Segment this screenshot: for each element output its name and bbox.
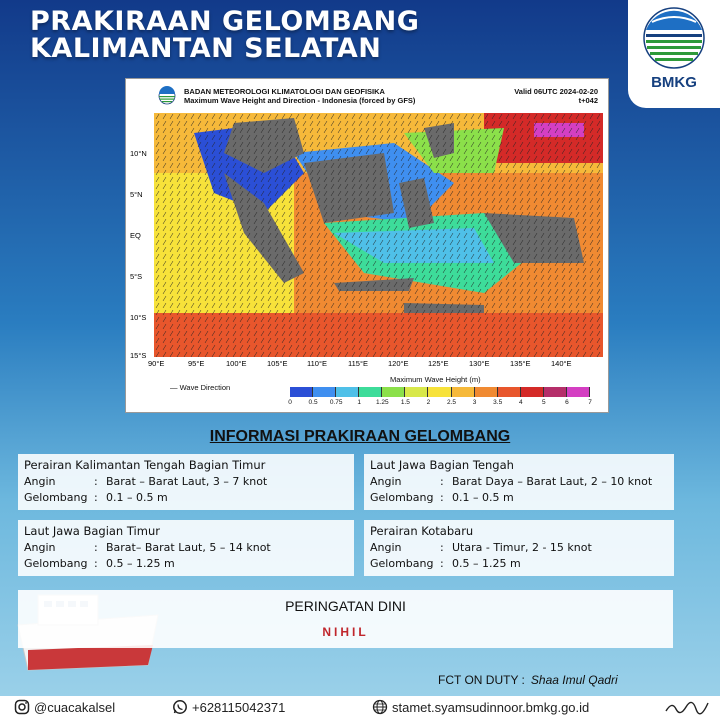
colorbar-tick-label: 3 [472, 399, 477, 406]
website-url: stamet.syamsudinnoor.bmkg.go.id [392, 700, 590, 715]
forecast-card-laut-jawa-tengah [364, 454, 674, 510]
wind-value: Barat – Barat Laut, 3 – 7 knot [106, 475, 268, 488]
lon-label-95e: 95°E [188, 359, 205, 368]
wave-label: Gelombang [24, 491, 88, 504]
wind-value: Barat– Barat Laut, 5 – 14 knot [106, 541, 271, 554]
colorbar-tick-label: 2.5 [447, 399, 457, 406]
colorbar-segment [382, 387, 405, 397]
colorbar-segment [475, 387, 498, 397]
signature-icon [664, 699, 710, 715]
colorbar-tick-label: 1.25 [375, 399, 389, 406]
colorbar-segment [567, 387, 590, 397]
card-title: Laut Jawa Bagian Tengah [370, 458, 514, 472]
colorbar-segment [290, 387, 313, 397]
colorbar-tick-label: 1.5 [400, 399, 410, 406]
colorbar-tick-label: 4 [518, 399, 523, 406]
footer-whatsapp[interactable] [172, 699, 285, 715]
colorbar-tick-label: 0 [288, 399, 292, 406]
wind-row: Angin : Barat Daya – Barat Laut, 2 – 10 knot [370, 475, 653, 488]
wind-label: Angin [24, 541, 56, 554]
whatsapp-icon [172, 699, 188, 715]
colorbar-segment [359, 387, 382, 397]
lat-label-10n: 10°N [130, 149, 147, 158]
warning-value: NIHIL [322, 625, 369, 639]
wave-map-panel [125, 78, 609, 413]
wave-row: Gelombang : 0.5 – 1.25 m [370, 557, 521, 570]
lon-label-115e: 115°E [348, 359, 368, 368]
colorbar-segment [428, 387, 451, 397]
globe-icon [372, 699, 388, 715]
map-lead: t+042 [578, 96, 598, 105]
map-header [184, 87, 415, 105]
lon-label-120e: 120°E [388, 359, 409, 368]
map-valid: Valid 06UTC 2024-02-20 [514, 87, 598, 96]
info-heading: INFORMASI PRAKIRAAN GELOMBANG [209, 428, 511, 445]
wave-direction-label: Wave Direction [179, 383, 231, 392]
colorbar-tick-label: 0.75 [329, 399, 343, 406]
instagram-handle: @cuacakalsel [34, 700, 116, 715]
colorbar-tick-label: 0.5 [308, 399, 318, 406]
wave-row: Gelombang : 0.1 – 0.5 m [370, 491, 514, 504]
footer-website[interactable] [372, 699, 589, 715]
wave-label: Gelombang [370, 491, 434, 504]
lat-label-15s: 15°S [130, 351, 147, 360]
lat-label-10s: 10°S [130, 313, 147, 322]
early-warning-panel [18, 590, 673, 648]
wind-row: Angin : Barat– Barat Laut, 5 – 14 knot [24, 541, 271, 554]
lon-label-135e: 135°E [510, 359, 531, 368]
duty-name: Shaa Imul Qadri [530, 673, 618, 687]
colorbar-segment [313, 387, 336, 397]
wind-row: Angin : Barat – Barat Laut, 3 – 7 knot [24, 475, 268, 488]
title-line-1: PRAKIRAAN GELOMBANG [30, 6, 420, 37]
wind-label: Angin [24, 475, 56, 488]
wind-label: Angin [370, 475, 402, 488]
forecast-card-kalteng-timur [18, 454, 354, 510]
bmkg-logo-text: BMKG [651, 74, 697, 91]
lon-label-140e: 140°E [551, 359, 572, 368]
colorbar [290, 387, 590, 397]
wave-value: 0.5 – 1.25 m [452, 557, 521, 570]
wave-direction-arrow-icon: — [170, 383, 180, 392]
colorbar-segment [498, 387, 521, 397]
poster-title [30, 8, 419, 62]
footer-contacts [0, 696, 720, 718]
colorbar-segment [521, 387, 544, 397]
lon-label-90e: 90°E [148, 359, 165, 368]
colorbar-tick-label: 1 [357, 399, 362, 406]
card-title: Laut Jawa Bagian Timur [24, 524, 160, 538]
wind-value: Barat Daya – Barat Laut, 2 – 10 knot [452, 475, 653, 488]
wave-label: Gelombang [370, 557, 434, 570]
colorbar-title: Maximum Wave Height (m) [390, 375, 481, 384]
lon-label-130e: 130°E [469, 359, 490, 368]
wave-value: 0.1 – 0.5 m [452, 491, 514, 504]
colorbar-tick-label: 2 [426, 399, 431, 406]
lon-label-110e: 110°E [307, 359, 327, 368]
forecast-card-laut-jawa-timur [18, 520, 354, 576]
wave-height-map [154, 113, 603, 357]
wave-value: 0.1 – 0.5 m [106, 491, 168, 504]
wind-value: Utara - Timur, 2 - 15 knot [452, 541, 592, 554]
bmkg-logo [628, 0, 720, 108]
colorbar-segment [336, 387, 359, 397]
colorbar-tick-label: 5 [542, 399, 546, 406]
lon-label-125e: 125°E [428, 359, 449, 368]
footer-instagram[interactable] [14, 699, 115, 715]
instagram-icon [14, 699, 30, 715]
map-subtitle: Maximum Wave Height and Direction - Indonesia (forced by GFS) [184, 96, 416, 105]
colorbar-tick-label: 3.5 [493, 399, 503, 406]
colorbar-segment [405, 387, 428, 397]
wind-row: Angin : Utara - Timur, 2 - 15 knot [370, 541, 592, 554]
lat-label-5s: 5°S [130, 272, 143, 281]
wind-label: Angin [370, 541, 402, 554]
colorbar-segment [452, 387, 475, 397]
wave-row: Gelombang : 0.1 – 0.5 m [24, 491, 168, 504]
map-valid-time [514, 87, 598, 105]
lat-label-eq: EQ [130, 231, 141, 240]
lat-label-5n: 5°N [130, 190, 143, 199]
wave-label: Gelombang [24, 557, 88, 570]
bmkg-mini-logo-icon [156, 86, 178, 108]
colorbar-tick-label: 7 [588, 399, 592, 406]
wave-row: Gelombang : 0.5 – 1.25 m [24, 557, 175, 570]
colorbar-segment [544, 387, 567, 397]
card-title: Perairan Kotabaru [370, 524, 474, 538]
warning-title: PERINGATAN DINI [285, 598, 406, 614]
lon-label-105e: 105°E [267, 359, 288, 368]
card-title: Perairan Kalimantan Tengah Bagian Timur [24, 458, 266, 472]
forecaster-on-duty [438, 673, 618, 687]
whatsapp-number: +628115042371 [192, 700, 286, 715]
bmkg-logo-icon [628, 0, 720, 74]
forecast-card-kotabaru [364, 520, 674, 576]
colorbar-tick-label: 6 [565, 399, 569, 406]
map-agency: BADAN METEOROLOGI KLIMATOLOGI DAN GEOFISIKA [184, 87, 385, 96]
duty-label: FCT ON DUTY : [438, 673, 525, 687]
lon-label-100e: 100°E [226, 359, 247, 368]
wave-height-map-image [154, 113, 603, 357]
wave-value: 0.5 – 1.25 m [106, 557, 175, 570]
wave-direction-legend [170, 383, 230, 392]
title-line-2: KALIMANTAN SELATAN [30, 33, 382, 64]
